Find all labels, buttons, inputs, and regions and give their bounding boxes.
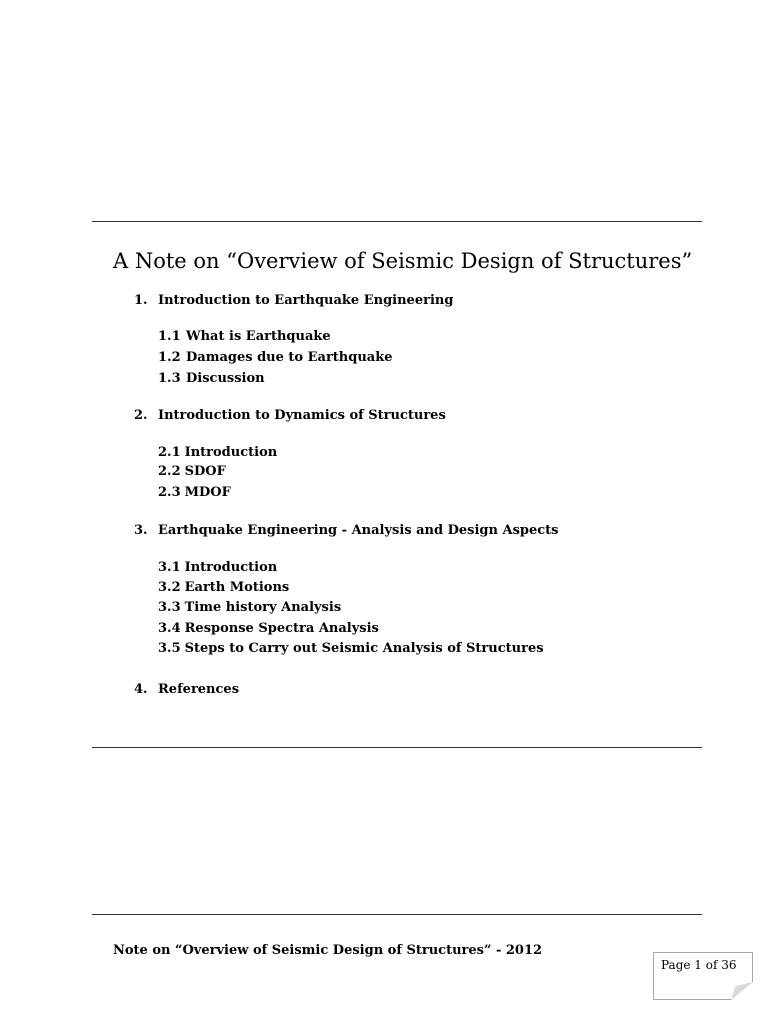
toc-subsection-3-3 [158,600,341,616]
toc-section-number: 1. [134,293,148,308]
toc-subsection-number: 2.3 [158,485,181,500]
toc-subsection-title: What is Earthquake [186,329,331,344]
toc-section-4 [134,682,239,698]
toc-subsection-number: 1.2 [158,350,181,365]
toc-section-title: Introduction to Earthquake Engineering [158,293,454,308]
toc-section-number: 2. [134,408,148,423]
toc-subsection-1-2 [158,350,393,366]
toc-subsection-title: Damages due to Earthquake [186,350,393,365]
top-divider [92,221,702,222]
document-title: A Note on “Overview of Seismic Design of Structures” [113,249,693,273]
toc-subsection-title: Introduction [184,560,278,575]
toc-subsection-2-3 [158,485,231,501]
toc-subsection-2-2 [158,464,226,480]
toc-subsection-1-1 [158,329,331,345]
toc-subsection-3-4 [158,621,379,637]
toc-subsection-title: Introduction [184,445,278,460]
toc-subsection-2-1 [158,445,277,461]
toc-subsection-title: MDOF [184,485,231,500]
toc-section-2 [134,408,446,424]
toc-subsection-3-5 [158,641,544,657]
toc-section-title: Earthquake Engineering - Analysis and Design Aspects [158,523,559,538]
toc-subsection-number: 1.3 [158,371,181,386]
toc-subsection-title: Response Spectra Analysis [184,621,379,636]
page-number-label: Page 1 of 36 [661,958,737,972]
footer-divider [92,914,702,915]
toc-section-3 [134,523,559,539]
toc-section-title: References [158,682,240,697]
toc-section-title: Introduction to Dynamics of Structures [158,408,446,423]
toc-section-1 [134,293,453,309]
toc-subsection-number: 3.5 [158,641,181,656]
toc-subsection-title: Earth Motions [184,580,290,595]
toc-subsection-title: Time history Analysis [184,600,342,615]
toc-subsection-number: 3.4 [158,621,181,636]
toc-subsection-title: Steps to Carry out Seismic Analysis of Structures [184,641,544,656]
toc-subsection-3-2 [158,580,289,596]
toc-subsection-number: 3.3 [158,600,181,615]
toc-subsection-number: 2.2 [158,464,181,479]
toc-subsection-number: 3.2 [158,580,181,595]
toc-subsection-number: 3.1 [158,560,181,575]
footer-note: Note on “Overview of Seismic Design of Structures” - 2012 [113,943,543,958]
toc-subsection-3-1 [158,560,277,576]
toc-subsection-number: 1.1 [158,329,181,344]
toc-subsection-title: Discussion [186,371,265,386]
toc-section-number: 4. [134,682,148,697]
toc-subsection-1-3 [158,371,265,387]
toc-subsection-title: SDOF [184,464,226,479]
toc-subsection-number: 2.1 [158,445,181,460]
toc-section-number: 3. [134,523,148,538]
content-bottom-divider [92,747,702,748]
